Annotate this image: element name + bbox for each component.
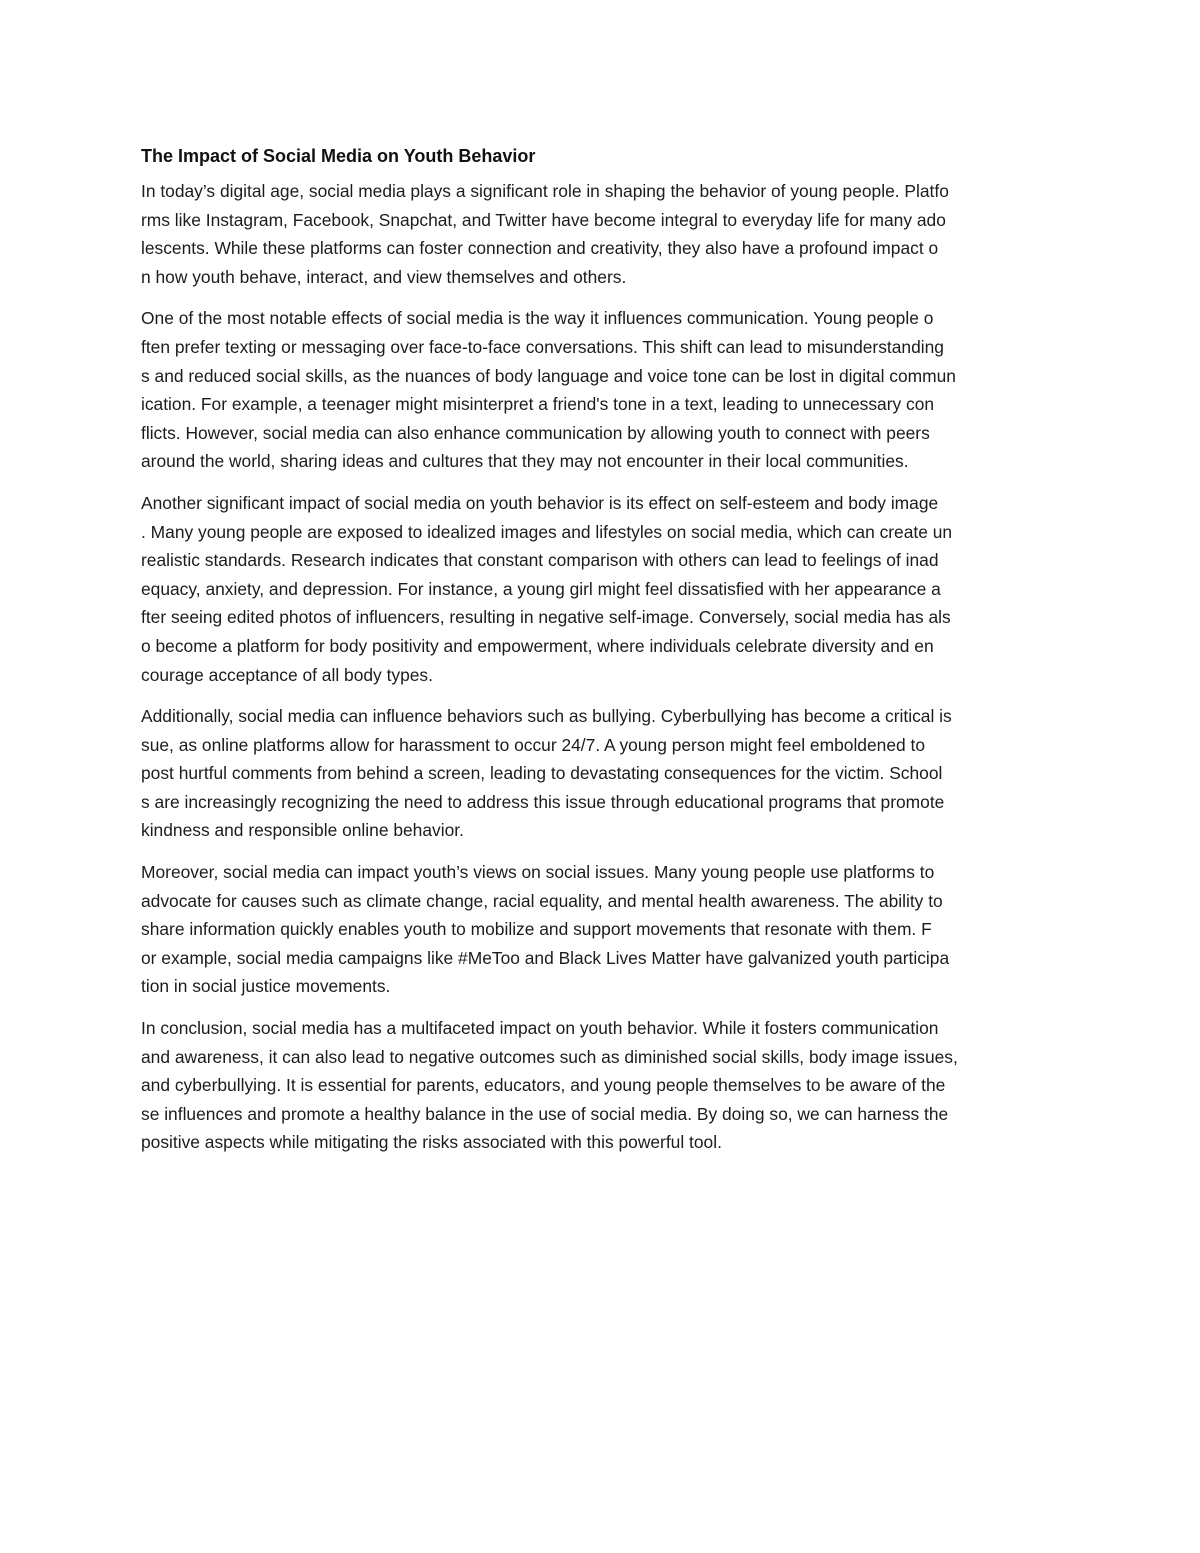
paragraph-line: . Many young people are exposed to idealized images and lifestyles on social media, which can create un [141, 521, 953, 542]
body-paragraph [141, 177, 1061, 291]
paragraph-line: realistic standards. Research indicates that constant comparison with others can lead to feelings of inad [141, 550, 939, 571]
paragraph-list [141, 177, 1061, 1157]
paragraph-line: lescents. While these platforms can foster connection and creativity, they also have a profound impact o [141, 238, 939, 259]
paragraph-line: and cyberbullying. It is essential for parents, educators, and young people themselves to be aware of the [141, 1075, 946, 1096]
paragraph-line: kindness and responsible online behavior. [141, 820, 464, 841]
paragraph-line: share information quickly enables youth to mobilize and support movements that resonate with them. F [141, 919, 932, 940]
body-paragraph [141, 304, 1061, 476]
paragraph-line: courage acceptance of all body types. [141, 664, 433, 685]
paragraph-line: around the world, sharing ideas and cultures that they may not encounter in their local communities. [141, 451, 909, 472]
body-paragraph [141, 1014, 1061, 1157]
paragraph-line: Moreover, social media can impact youth’s views on social issues. Many young people use platforms to [141, 862, 935, 883]
document-body [141, 143, 1061, 1170]
paragraph-line: n how youth behave, interact, and view themselves and others. [141, 266, 627, 287]
paragraph-line: sue, as online platforms allow for harassment to occur 24/7. A young person might feel emboldened to [141, 734, 925, 755]
paragraph-line: One of the most notable effects of social media is the way it influences communication. Young people o [141, 308, 934, 329]
document-title: The Impact of Social Media on Youth Behavior [141, 146, 536, 166]
paragraph-line: o become a platform for body positivity and empowerment, where individuals celebrate diversity and en [141, 635, 934, 656]
body-paragraph [141, 489, 1061, 689]
paragraph-line: equacy, anxiety, and depression. For instance, a young girl might feel dissatisfied with her appearance a [141, 578, 941, 599]
paragraph-line: In conclusion, social media has a multifaceted impact on youth behavior. While it fosters communication [141, 1018, 939, 1039]
paragraph-line: positive aspects while mitigating the risks associated with this powerful tool. [141, 1132, 722, 1153]
paragraph-line: Additionally, social media can influence behaviors such as bullying. Cyberbullying has become a critical is [141, 706, 952, 727]
paragraph-line: s are increasingly recognizing the need to address this issue through educational programs that promote [141, 791, 945, 812]
paragraph-line: and awareness, it can also lead to negative outcomes such as diminished social skills, body image issues, [141, 1046, 958, 1067]
body-paragraph [141, 858, 1061, 1001]
paragraph-line: s and reduced social skills, as the nuances of body language and voice tone can be lost in digital commun [141, 365, 956, 386]
paragraph-line: fter seeing edited photos of influencers, resulting in negative self-image. Conversely, social media has als [141, 607, 951, 628]
paragraph-line: advocate for causes such as climate change, racial equality, and mental health awareness. The ability to [141, 890, 943, 911]
paragraph-line: ication. For example, a teenager might misinterpret a friend's tone in a text, leading to unnecessary con [141, 394, 935, 415]
paragraph-line: flicts. However, social media can also enhance communication by allowing youth to connect with peers [141, 422, 930, 443]
paragraph-line: ften prefer texting or messaging over face-to-face conversations. This shift can lead to misunderstanding [141, 336, 944, 357]
body-paragraph [141, 702, 1061, 845]
paragraph-line: or example, social media campaigns like #MeToo and Black Lives Matter have galvanized youth participa [141, 947, 950, 968]
paragraph-line: rms like Instagram, Facebook, Snapchat, and Twitter have become integral to everyday life for many ado [141, 209, 946, 230]
paragraph-line: In today’s digital age, social media plays a significant role in shaping the behavior of young people. Platfo [141, 181, 949, 201]
paragraph-line: post hurtful comments from behind a screen, leading to devastating consequences for the victim. School [141, 763, 943, 784]
paragraph-line: Another significant impact of social media on youth behavior is its effect on self-esteem and body image [141, 492, 939, 513]
paragraph-line: tion in social justice movements. [141, 976, 391, 997]
paragraph-line: se influences and promote a healthy balance in the use of social media. By doing so, we can harness the [141, 1103, 949, 1124]
